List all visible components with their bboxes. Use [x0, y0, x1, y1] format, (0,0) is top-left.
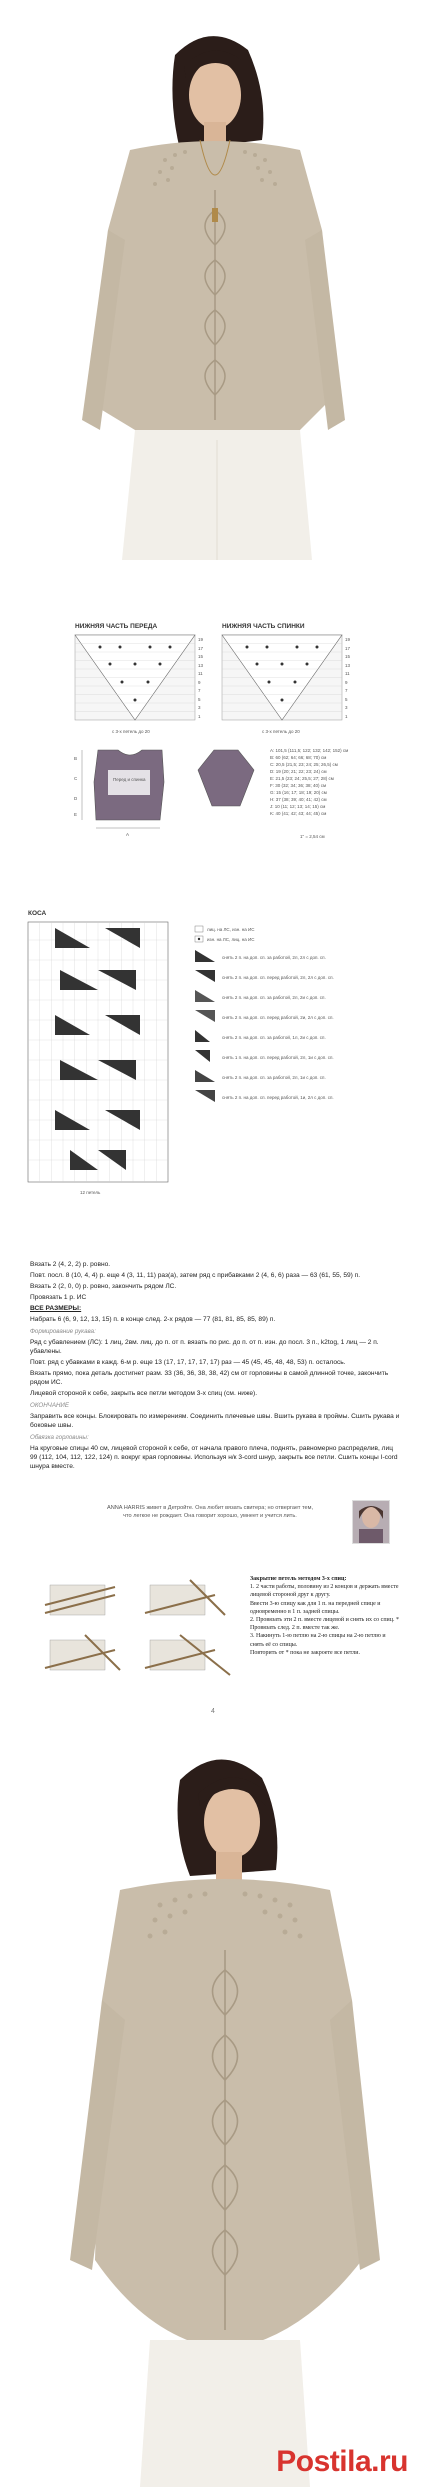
pattern-charts	[0, 610, 426, 1260]
pattern-document	[0, 610, 426, 1260]
postila-logo[interactable]	[276, 2445, 408, 2479]
back-row-3: 3	[345, 705, 348, 710]
size-e: E: 21,5 (23; 24; 25,5; 27; 28) см	[270, 776, 334, 781]
legend-6: снять 2 п. на доп. сп. за работой, 1л, 2и с доп. сп.	[222, 1035, 326, 1040]
section-finishing: ОКОНЧАНИЕ	[30, 1402, 69, 1409]
front-row-11: 11	[198, 671, 203, 676]
size-b: B: 60 (62; 64; 66; 68; 70) см	[270, 755, 327, 760]
bottom-photo	[0, 1740, 426, 2487]
back-row-5: 5	[345, 697, 348, 702]
instr-p8: Повт. ряд с убавками в кажд. 6-м р. еще 13 (17, 17, 17, 17, 17) раз — 45 (45, 45, 48, 48, 53) п. осталось.	[30, 1359, 346, 1366]
back-row-17: 17	[345, 646, 351, 651]
size-d: D: 19 (20; 21; 22; 23; 24) см	[270, 769, 327, 774]
legend-2: снять 2 п. на доп. сп. за работой, 2л, 2л с доп. сп.	[222, 955, 326, 960]
illustration-4	[145, 1635, 230, 1675]
instr-p12: На круговые спицы 40 см, лицевой стороной к себе, от начала правого плеча, поднять, равномерно распределив, лиц 99 (112, 104, 112, 122, 124) п. вокруг края горловины. Используя н/к 3-cord шнур, закрыть все петли. Сшить концы I-cord шнура вместе.	[30, 1445, 398, 1470]
author-portrait-icon	[353, 1501, 389, 1543]
bindoff-step-2: Ввести 3-ю спицу как для 1 п. на передней спице и одновременно в 1 п. задней спицы.	[250, 1600, 381, 1615]
bindoff-step-3: 2. Провязать эти 2 п. вместе лицевой и снять их со спиц. * Провязать след. 2 п. вместе так же.	[250, 1617, 399, 1632]
back-chart-title: НИЖНЯЯ ЧАСТЬ СПИНКИ	[222, 623, 305, 630]
front-back-schematic	[74, 750, 164, 837]
back-triangle-chart	[222, 635, 342, 720]
cable-chart-title: КОСА	[28, 910, 47, 917]
legend-1: изн. на ЛС, лиц. на ИС	[207, 937, 255, 942]
size-c: C: 20,5 (21,5; 23; 24; 25; 26,5) см	[270, 762, 338, 767]
back-row-13: 13	[345, 663, 351, 668]
scale-note: 1" = 2,54 см	[300, 834, 325, 839]
author-photo	[352, 1500, 390, 1544]
instr-p3: Вязать 2 (2, 0, 0) р. ровно, закончить рядом ЛС.	[30, 1283, 177, 1290]
size-g: G: 15 (16; 17; 18; 19; 20) см	[270, 790, 327, 795]
legend-0: лиц. на ЛС, изн. на ИС	[207, 927, 255, 932]
front-chart-title: НИЖНЯЯ ЧАСТЬ ПЕРЕДА	[75, 623, 158, 630]
size-h: H: 37 (38; 39; 40; 41; 42) см	[270, 797, 327, 802]
back-row-7: 7	[345, 688, 348, 693]
schema-letter-b: B	[74, 756, 78, 761]
schema-letter-d: D	[74, 796, 78, 801]
page-number: 4	[211, 1708, 215, 1715]
back-chart-caption: с 3-х петель до 20	[262, 729, 300, 734]
front-row-1: 1	[198, 714, 201, 719]
instr-p7: Ряд с убавлением (ЛС): 1 лиц, 2вм. лиц. до п. от п. вязать по рис. до п. от п. изн. до посл. 3 п., k2tog, 1 лиц — 2 п. убавлены.	[30, 1339, 379, 1355]
instr-p9: Вязать прямо, пока деталь достигнет разм. 33 (36, 36, 38, 38, 42) см от горловины в самой длинной точке, закончить рядом ИС.	[30, 1370, 389, 1386]
instructions-text	[30, 1260, 400, 1473]
front-row-13: 13	[198, 663, 204, 668]
author-note	[30, 1500, 400, 1560]
top-photo	[0, 0, 426, 560]
instr-p6: Набрать 6 (6, 9, 12, 13, 15) п. в конце след. 2-х рядов — 77 (81, 81, 85, 85, 89) п.	[30, 1316, 276, 1323]
back-row-1: 1	[345, 714, 348, 719]
cable-chart	[28, 922, 168, 1182]
size-a: A: 101,5 (111,5; 122; 132; 142; 152) см	[270, 748, 349, 753]
legend-7: снять 1 п. на доп. сп. перед работой, 2л, 1и с доп. сп.	[222, 1055, 334, 1060]
front-row-9: 9	[198, 680, 201, 685]
illustration-3	[45, 1635, 120, 1670]
size-f: F: 30 (32; 34; 36; 38; 40) см	[270, 783, 327, 788]
back-row-11: 11	[345, 671, 350, 676]
back-row-19: 19	[345, 637, 351, 642]
schema-letter-e: E	[74, 812, 78, 817]
legend-4: снять 2 п. на доп. сп. за работой, 2л, 2и с доп. сп.	[222, 995, 326, 1000]
instr-p1: Вязать 2 (4, 2, 2) р. ровно.	[30, 1261, 111, 1268]
instr-p10: Лицевой стороной к себе, закрыть все петли методом 3-х спиц (см. ниже).	[30, 1390, 258, 1397]
back-row-15: 15	[345, 654, 351, 659]
cable-legend	[195, 926, 334, 1102]
schema-letter-a: A	[126, 832, 130, 837]
instr-p11: Заправить все концы. Блокировать по измерениям. Соединить плечевые швы. Вшить рукава в проймы. Сшить рукава и боковые швы.	[30, 1413, 400, 1429]
front-row-3: 3	[198, 705, 201, 710]
instr-p4: Провязать 1 р. ИС	[30, 1294, 87, 1301]
front-row-5: 5	[198, 697, 201, 702]
front-triangle-chart	[75, 635, 195, 720]
instr-all-sizes: ВСЕ РАЗМЕРЫ:	[30, 1305, 82, 1312]
bindoff-step-4: 3. Накинуть 1-ю петлю на 2-ю спицы на 2-ю петлю и снять её со спицы.	[250, 1633, 386, 1648]
model-photo-back	[0, 1740, 426, 2487]
bindoff-title: Закрытие петель методом 3-х спиц:	[250, 1576, 347, 1582]
bindoff-instructions	[250, 1575, 400, 1657]
front-row-7: 7	[198, 688, 201, 693]
back-row-9: 9	[345, 680, 348, 685]
instr-p2: Повт. посл. 8 (10, 4, 4) р. еще 4 (3, 11, 11) раз(а), затем ряд с прибавками 2 (4, 6, 6) раза — 63 (61, 55, 59) п.	[30, 1272, 361, 1279]
front-row-17: 17	[198, 646, 204, 651]
logo-tld: .ru	[371, 2445, 408, 2478]
front-row-19: 19	[198, 637, 204, 642]
cable-chart-caption: 12 петель	[80, 1190, 101, 1195]
logo-brand: Postila	[276, 2445, 372, 2478]
legend-9: снять 2 п. на доп. сп. перед работой, 1и, 2л с доп. сп.	[222, 1095, 334, 1100]
schema-front-label: Перед и спинка	[113, 777, 146, 782]
illustration-2	[145, 1580, 225, 1615]
size-j: J: 10 (11; 12; 13; 14; 15) см	[270, 804, 326, 809]
section-neck-edging: Обвязка горловины:	[30, 1434, 89, 1441]
size-k: K: 40 (41; 42; 43; 44; 45) см	[270, 811, 327, 816]
illustration-1	[45, 1585, 115, 1615]
bindoff-step-1: 1. 2 части работы, половину из 2 концов и держать вместе лицевой стороной друг к другу.	[250, 1584, 399, 1599]
legend-8: снять 2 п. на доп. сп. за работой, 2л, 1и с доп. сп.	[222, 1075, 326, 1080]
sleeve-schematic	[198, 750, 254, 806]
author-bio: ANNA HARRIS живет в Детройте. Она любит вязать свитера; но отвергает тем, что легкое не рождает. Она говорит хорошо, умнеет и учится лить.	[106, 1505, 314, 1519]
legend-5: снять 2 п. на доп. сп. перед работой, 2и, 2л с доп. сп.	[222, 1015, 334, 1020]
section-sleeve-shaping: Формирование рукава:	[30, 1328, 96, 1335]
schema-letter-c: C	[74, 776, 78, 781]
front-chart-caption: с 3-х петель до 20	[112, 729, 150, 734]
bindoff-step-5: Повторить от * пока не закроете все петли.	[250, 1649, 360, 1656]
model-photo-front	[0, 0, 426, 560]
sizes-legend	[270, 748, 348, 816]
bindoff-illustrations	[40, 1575, 245, 1690]
front-row-15: 15	[198, 654, 204, 659]
legend-3: снять 2 п. на доп. сп. перед работой, 2л, 2л с доп. сп.	[222, 975, 334, 980]
three-needle-bindoff	[40, 1575, 399, 1695]
